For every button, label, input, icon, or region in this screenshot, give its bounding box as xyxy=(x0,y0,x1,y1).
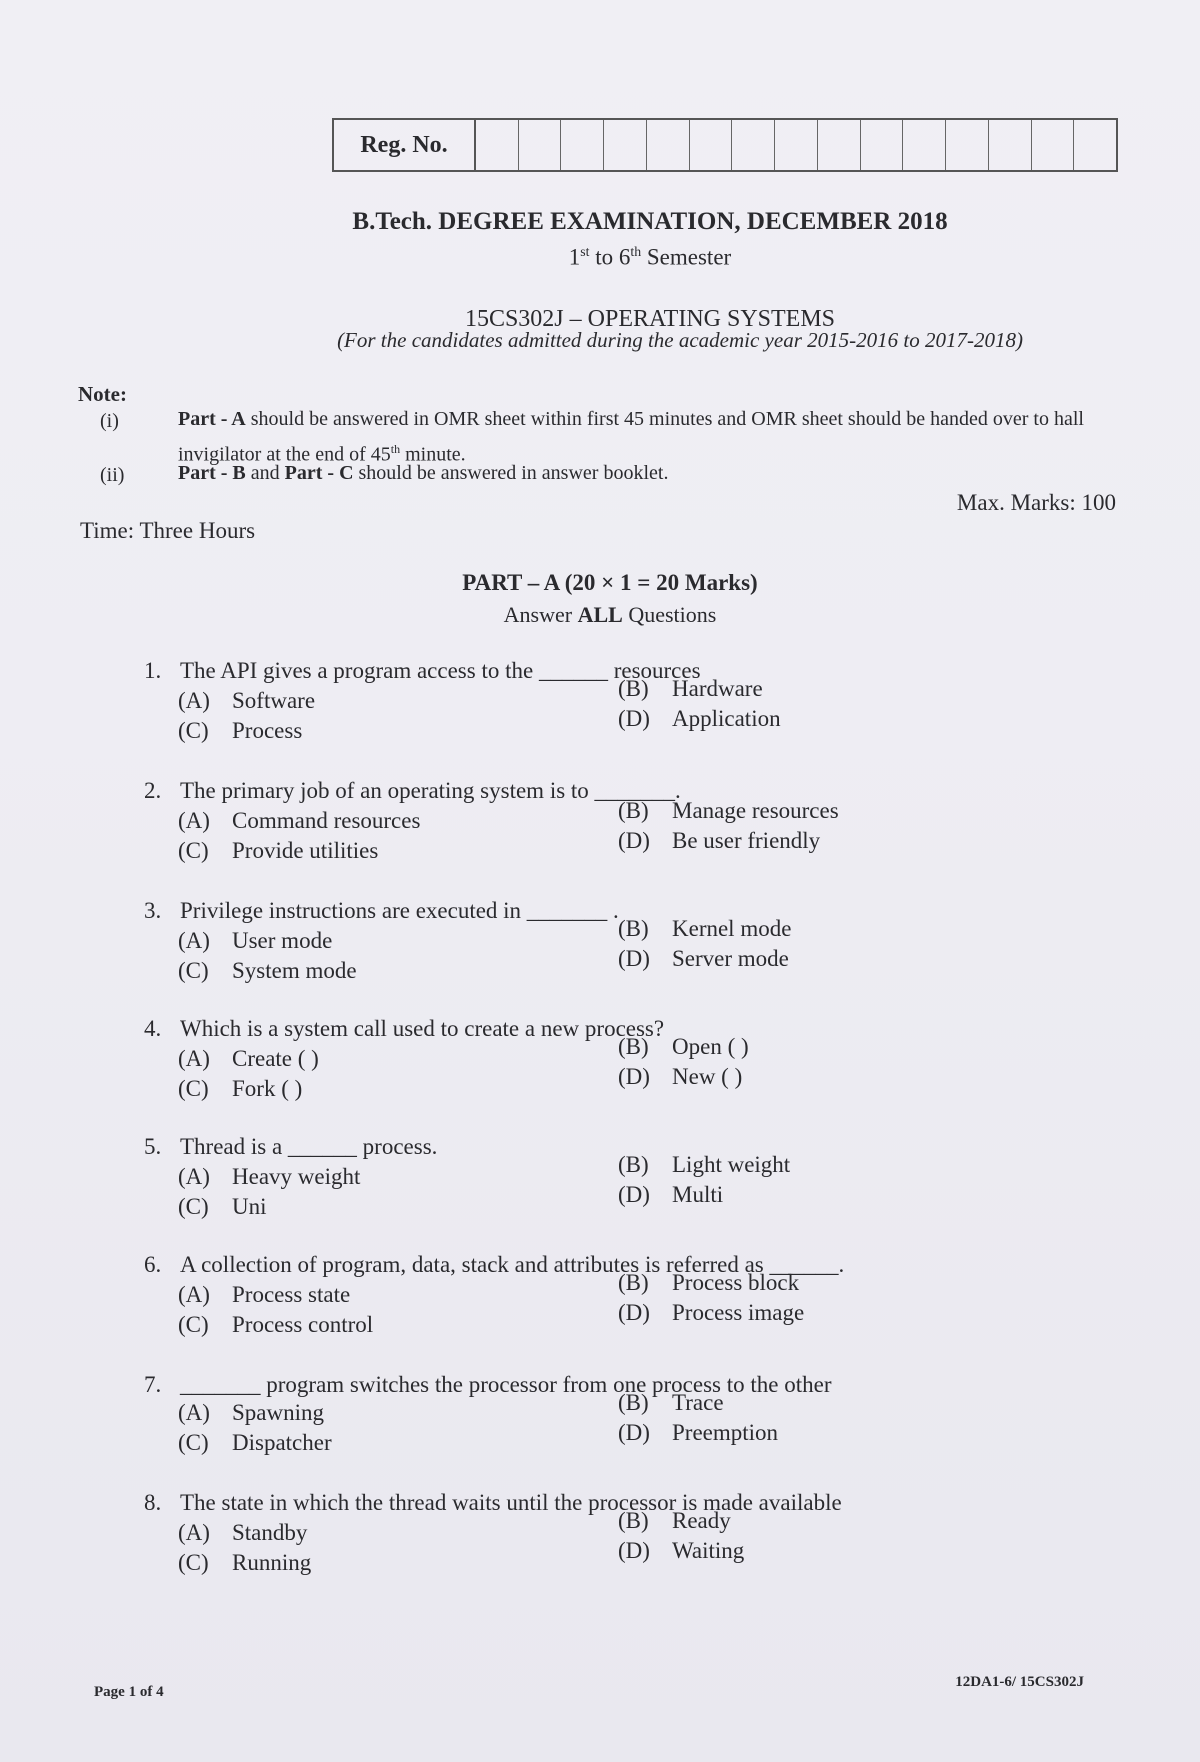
reg-no-cell[interactable] xyxy=(775,120,818,170)
option-text: Manage resources xyxy=(672,798,839,823)
note-item-text xyxy=(178,458,1118,488)
part-a-title: PART – A (20 × 1 = 20 Marks) xyxy=(462,570,758,595)
option-label: (C) xyxy=(178,718,209,743)
option-text: Dispatcher xyxy=(232,1430,332,1455)
option-text: Fork ( ) xyxy=(232,1076,303,1101)
option-label: (D) xyxy=(618,946,650,971)
reg-no-label: Reg. No. xyxy=(334,120,476,170)
option-text: Create ( ) xyxy=(232,1046,319,1071)
question-number: 2. xyxy=(144,778,162,803)
note-text-a: should be answered in OMR sheet within first 45 minutes and OMR sheet should be handed over to hall invigilator at the end of 45 xyxy=(178,408,1084,466)
option-label: (B) xyxy=(618,676,649,701)
option-text: Preemption xyxy=(672,1420,779,1445)
page-number: Page 1 of 4 xyxy=(94,1684,164,1700)
option-text: Ready xyxy=(672,1508,731,1533)
question-text: The state in which the thread waits until the processor is made available xyxy=(180,1490,842,1515)
option-text: Process image xyxy=(672,1300,805,1325)
part-a-instruction xyxy=(10,602,1200,628)
option-text: Heavy weight xyxy=(232,1164,361,1189)
option-c[interactable] xyxy=(178,1430,332,1456)
option-label: (D) xyxy=(618,1182,650,1207)
option-text: Running xyxy=(232,1550,312,1575)
option-a[interactable] xyxy=(178,1520,307,1546)
semester-to-sup: th xyxy=(630,244,642,259)
option-label: (B) xyxy=(618,916,649,941)
option-label: (A) xyxy=(178,1520,210,1545)
max-marks: Max. Marks: 100 xyxy=(956,490,1116,515)
option-a[interactable] xyxy=(178,1400,324,1426)
option-label: (A) xyxy=(178,1400,210,1425)
option-text: System mode xyxy=(232,958,357,983)
option-b[interactable] xyxy=(618,1270,799,1296)
option-text: Application xyxy=(672,706,781,731)
note-text-b: minute. xyxy=(400,443,466,466)
option-d[interactable] xyxy=(618,706,781,732)
reg-no-cell[interactable] xyxy=(1032,120,1075,170)
option-c[interactable] xyxy=(178,958,357,984)
option-text: Trace xyxy=(672,1390,724,1415)
question-number: 8. xyxy=(144,1490,162,1515)
option-label: (B) xyxy=(618,798,649,823)
reg-no-cell[interactable] xyxy=(519,120,562,170)
option-b[interactable] xyxy=(618,798,839,824)
option-text: Spawning xyxy=(232,1400,324,1425)
note-text: should be answered in answer booklet. xyxy=(353,462,669,484)
option-label: (D) xyxy=(618,828,650,853)
option-text: Process xyxy=(232,718,303,743)
reg-no-cell[interactable] xyxy=(989,120,1032,170)
reg-no-cell[interactable] xyxy=(903,120,946,170)
question-text: A collection of program, data, stack and attributes is referred as ______. xyxy=(180,1252,845,1277)
option-text: Waiting xyxy=(672,1538,745,1563)
question-number: 3. xyxy=(144,898,162,923)
reg-no-cell[interactable] xyxy=(604,120,647,170)
part-sub-pre: Answer xyxy=(503,602,578,627)
option-text: Provide utilities xyxy=(232,838,379,863)
question-text: Which is a system call used to create a new process? xyxy=(180,1016,665,1041)
semester-word: Semester xyxy=(641,244,732,270)
semester-from-sup: st xyxy=(580,244,590,259)
option-label: (A) xyxy=(178,688,210,713)
option-b[interactable] xyxy=(618,1390,724,1416)
option-text: Process block xyxy=(672,1270,800,1295)
option-a[interactable] xyxy=(178,808,420,834)
option-d[interactable] xyxy=(618,946,789,972)
option-d[interactable] xyxy=(618,1064,742,1090)
option-label: (B) xyxy=(618,1390,649,1415)
option-c[interactable] xyxy=(178,718,302,744)
reg-no-cell[interactable] xyxy=(818,120,861,170)
semester-from: 1 xyxy=(568,244,581,270)
option-label: (C) xyxy=(178,1550,209,1575)
option-d[interactable] xyxy=(618,1538,744,1564)
reg-no-cell[interactable] xyxy=(647,120,690,170)
option-text: Uni xyxy=(232,1194,267,1219)
reg-no-cell[interactable] xyxy=(1074,120,1116,170)
note-bold: Part - B xyxy=(178,462,246,484)
option-label: (D) xyxy=(618,1064,650,1089)
note-bold: Part - C xyxy=(284,462,354,484)
option-c[interactable] xyxy=(178,1076,302,1102)
question-number: 7. xyxy=(144,1372,162,1397)
option-text: Light weight xyxy=(672,1152,791,1177)
note-label: Note: xyxy=(78,382,127,406)
question-text: The primary job of an operating system is to _______. xyxy=(180,778,681,803)
option-label: (B) xyxy=(618,1270,649,1295)
option-label: (C) xyxy=(178,1076,209,1101)
option-text: Process control xyxy=(232,1312,374,1337)
option-text: Open ( ) xyxy=(672,1034,749,1059)
reg-no-cell[interactable] xyxy=(946,120,989,170)
option-a[interactable] xyxy=(178,1164,360,1190)
option-label: (B) xyxy=(618,1152,649,1177)
option-label: (C) xyxy=(178,1430,209,1455)
option-label: (D) xyxy=(618,1538,650,1563)
reg-no-cell[interactable] xyxy=(476,120,519,170)
option-text: Software xyxy=(232,688,316,713)
option-label: (C) xyxy=(178,1194,209,1219)
reg-no-cell[interactable] xyxy=(732,120,775,170)
option-label: (B) xyxy=(618,1508,649,1533)
note-item-number: (i) xyxy=(100,410,119,432)
option-text: Be user friendly xyxy=(672,828,821,853)
option-label: (A) xyxy=(178,808,210,833)
option-text: Multi xyxy=(672,1182,724,1207)
note-mid: and xyxy=(245,462,285,484)
part-sub-post: Questions xyxy=(622,602,717,627)
part-sub-bold: ALL xyxy=(577,602,623,627)
option-d[interactable] xyxy=(618,828,820,854)
question-text: _______ program switches the processor from one process to the other xyxy=(180,1372,832,1397)
option-label: (A) xyxy=(178,928,210,953)
semester-to: 6 xyxy=(618,244,631,270)
option-text: Standby xyxy=(232,1520,308,1545)
option-b[interactable] xyxy=(618,1034,749,1060)
option-label: (D) xyxy=(618,1300,650,1325)
option-b[interactable] xyxy=(618,1152,790,1178)
option-a[interactable] xyxy=(178,688,315,714)
note-sup: th xyxy=(390,442,401,456)
option-text: Kernel mode xyxy=(672,916,792,941)
option-label: (B) xyxy=(618,1034,649,1059)
question-number: 6. xyxy=(144,1252,162,1277)
semester-to-word: to xyxy=(589,244,619,270)
option-text: User mode xyxy=(232,928,333,953)
semester-line xyxy=(50,244,1200,271)
option-b[interactable] xyxy=(618,1508,731,1534)
option-text: Process state xyxy=(232,1282,351,1307)
reg-no-cell[interactable] xyxy=(690,120,733,170)
paper-code: 12DA1-6/ 15CS302J xyxy=(955,1674,1084,1690)
option-text: Command resources xyxy=(232,808,421,833)
option-d[interactable] xyxy=(618,1420,778,1446)
option-label: (C) xyxy=(178,838,209,863)
option-c[interactable] xyxy=(178,1194,267,1220)
exam-duration: Time: Three Hours xyxy=(80,518,256,543)
option-label: (A) xyxy=(178,1046,210,1071)
option-text: Server mode xyxy=(672,946,789,971)
option-c[interactable] xyxy=(178,1550,311,1576)
note-bold: Part - A xyxy=(178,408,246,430)
option-label: (A) xyxy=(178,1282,210,1307)
option-text: New ( ) xyxy=(672,1064,743,1089)
option-label: (D) xyxy=(618,1420,650,1445)
option-label: (C) xyxy=(178,1312,209,1337)
question-text: The API gives a program access to the ______ resources xyxy=(180,658,701,683)
option-b[interactable] xyxy=(618,676,763,702)
course-title: 15CS302J – OPERATING SYSTEMS xyxy=(464,306,836,332)
question-number: 5. xyxy=(144,1134,162,1159)
option-c[interactable] xyxy=(178,1312,373,1338)
option-a[interactable] xyxy=(178,1046,319,1072)
note-item-number: (ii) xyxy=(100,464,125,486)
option-a[interactable] xyxy=(178,1282,350,1308)
question-number: 1. xyxy=(144,658,162,683)
option-label: (A) xyxy=(178,1164,210,1189)
reg-no-cell[interactable] xyxy=(561,120,604,170)
option-text: Hardware xyxy=(672,676,763,701)
question-text: Thread is a ______ process. xyxy=(180,1134,438,1159)
option-label: (D) xyxy=(618,706,650,731)
question-number: 4. xyxy=(144,1016,162,1041)
option-c[interactable] xyxy=(178,838,378,864)
admitted-note: (For the candidates admitted during the academic year 2015-2016 to 2017-2018) xyxy=(337,328,1023,352)
option-d[interactable] xyxy=(618,1182,723,1208)
option-d[interactable] xyxy=(618,1300,804,1326)
exam-title: B.Tech. DEGREE EXAMINATION, DECEMBER 2018 xyxy=(352,208,948,235)
reg-no-box xyxy=(332,118,1118,172)
reg-no-cell[interactable] xyxy=(861,120,904,170)
option-label: (C) xyxy=(178,958,209,983)
option-a[interactable] xyxy=(178,928,332,954)
question-text: Privilege instructions are executed in _______ . xyxy=(180,898,619,923)
option-b[interactable] xyxy=(618,916,791,942)
